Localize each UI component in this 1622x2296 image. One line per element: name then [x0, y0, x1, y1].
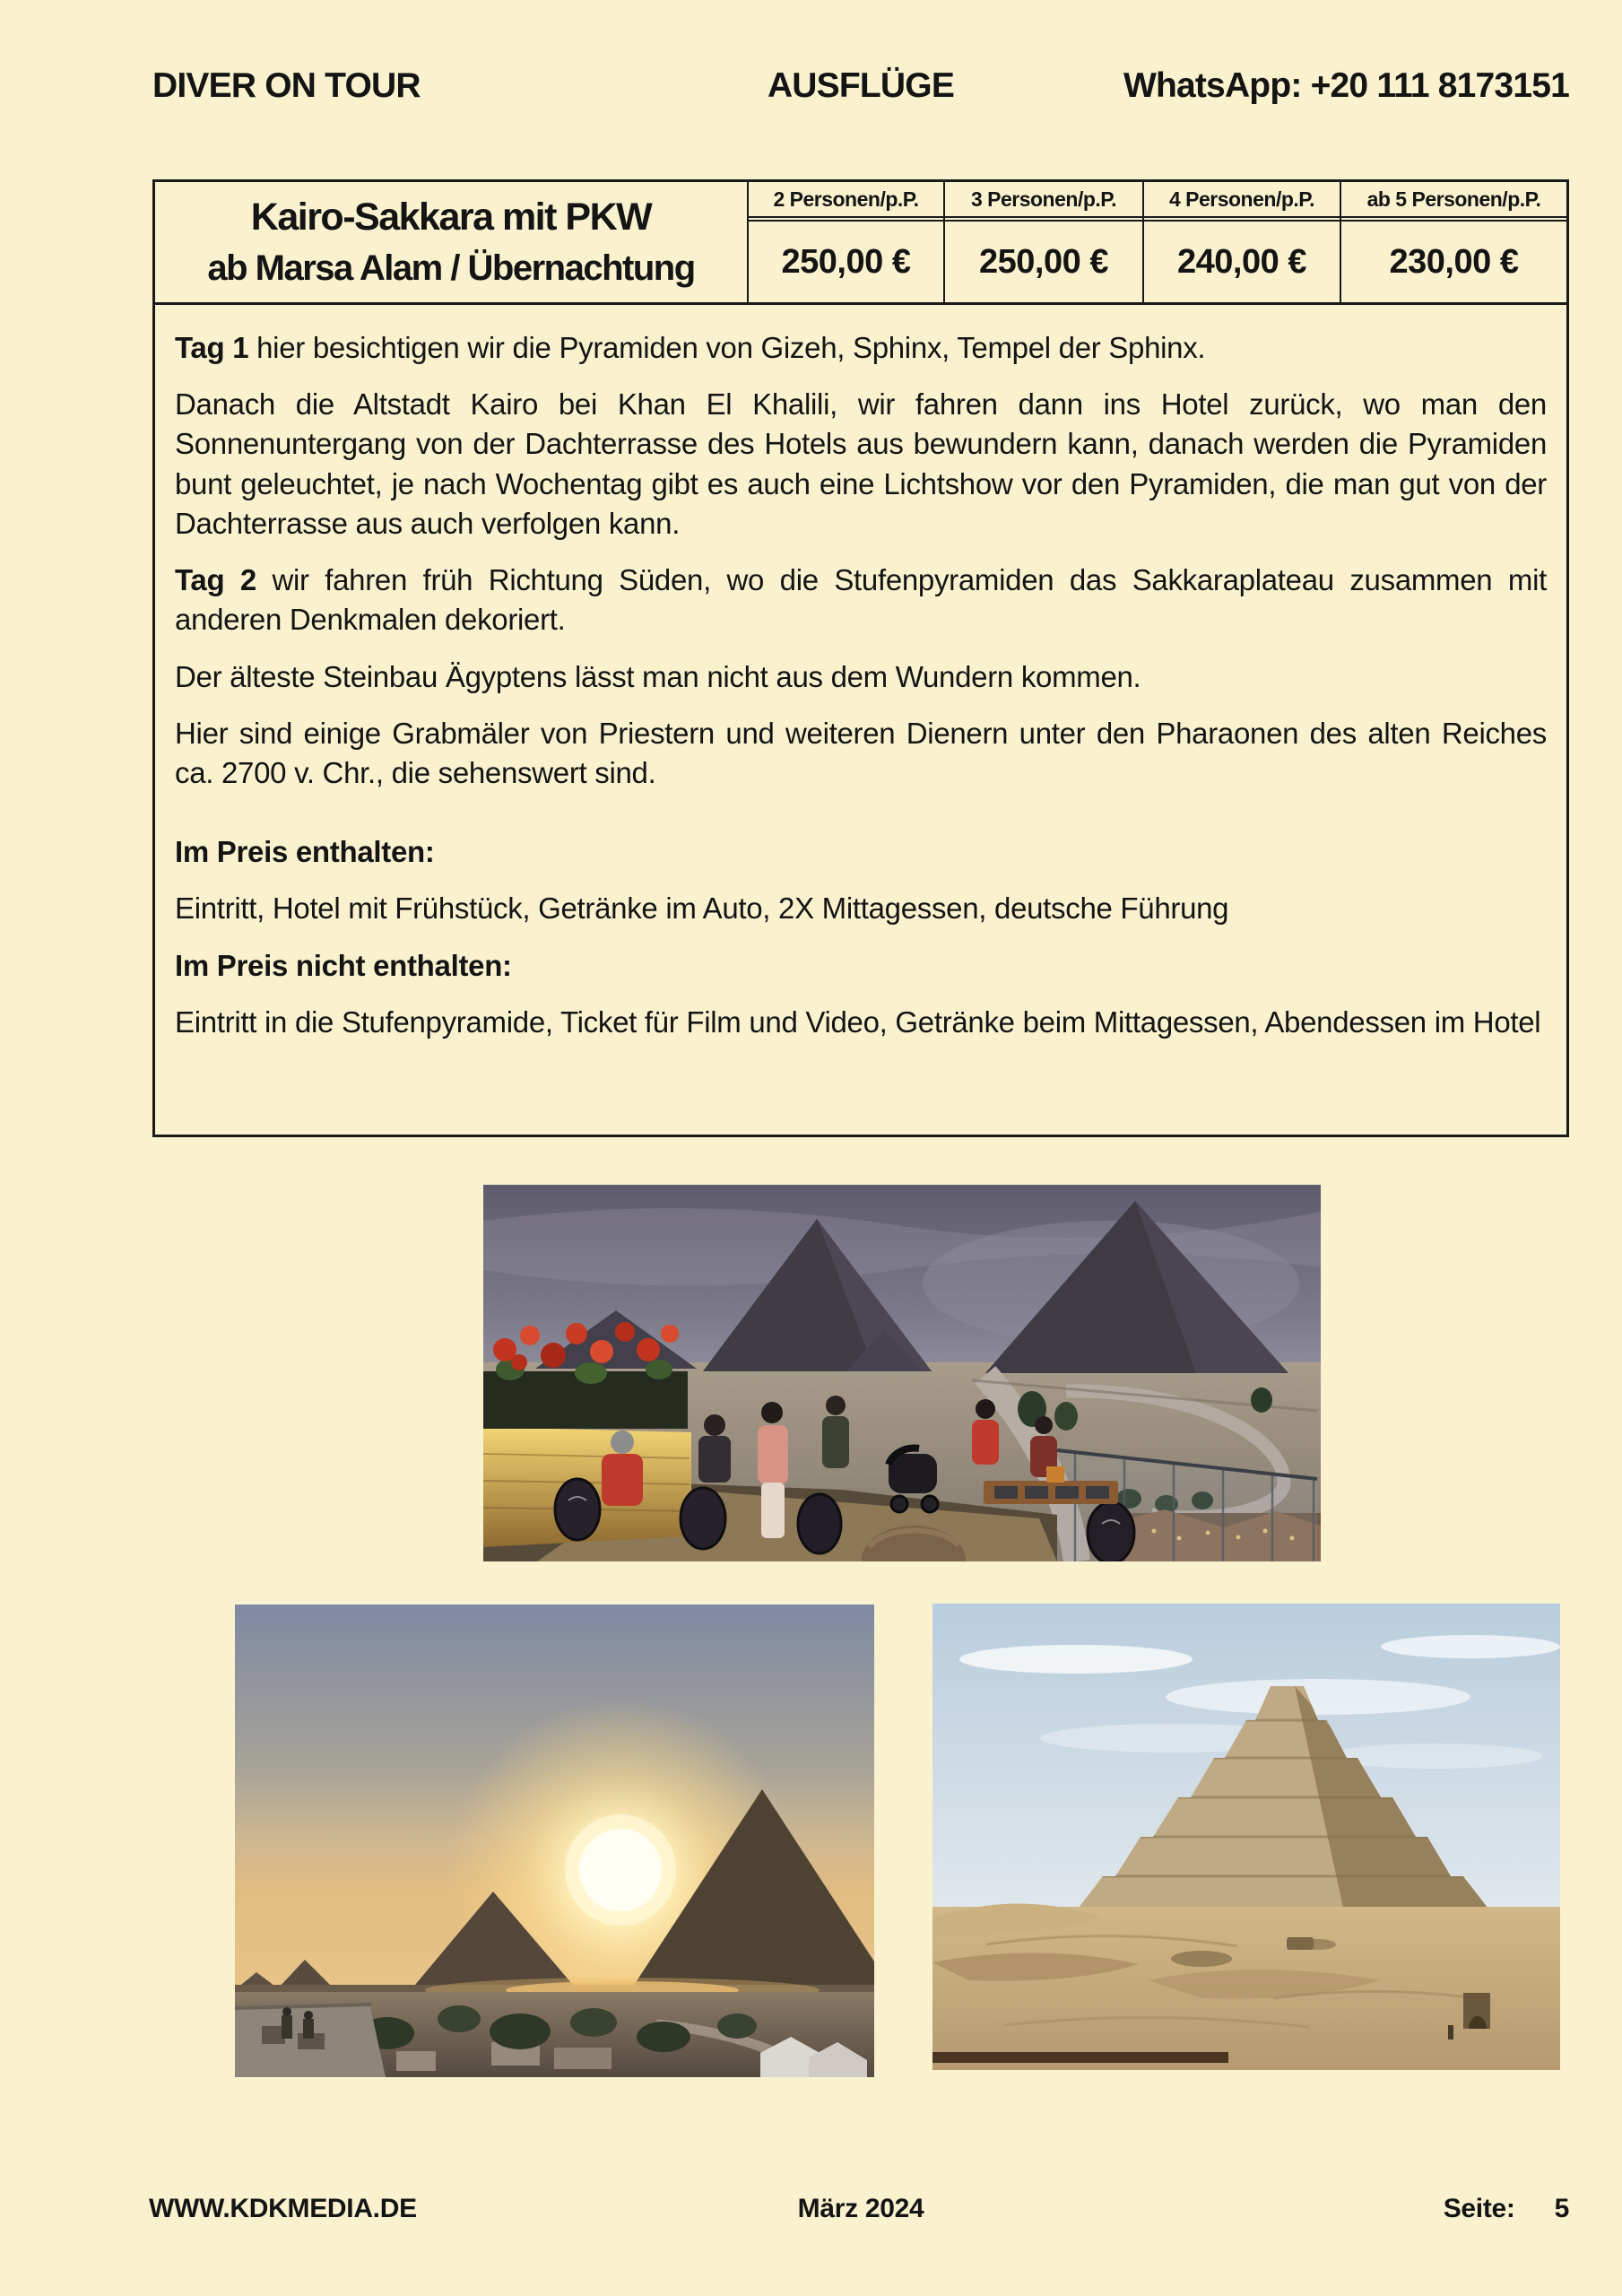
step-pyramid-illustration: [932, 1604, 1560, 2070]
price-value: 230,00 €: [1389, 242, 1519, 281]
description-paragraph: Danach die Altstadt Kairo bei Khan El Khalili, wir fahren dann ins Hotel zurück, wo man den Sonnenuntergang von der Dachterrasse des Hotels aus bewundern kann, danach werden die Pyramiden bunt geleuchtet, je nach Wochentag gibt es auch eine Lichtshow vor den Pyramiden, die man gut von der Dachterrasse aus auch verfolgen kann.: [175, 387, 1547, 540]
page-footer: [149, 2194, 1569, 2235]
giza-pyramids-rooftop-terrace-dusk-photo: [483, 1185, 1321, 1561]
day2-label: Tag 2: [175, 563, 256, 597]
section-title: AUSFLÜGE: [767, 66, 955, 105]
offer-box: [152, 179, 1569, 1137]
description-paragraph: Hier sind einige Grabmäler von Priestern und weiteren Dienern unter den Pharaonen des alten Reiches ca. 2700 v. Chr., die sehenswert sind.: [175, 716, 1547, 789]
page-header: [152, 66, 1569, 109]
price-value: 250,00 €: [781, 242, 911, 281]
page-number: 5: [1554, 2194, 1569, 2223]
price-value: 240,00 €: [1177, 242, 1306, 281]
giza-pyramids-sunset-photo: [235, 1605, 874, 2077]
day1-label: Tag 1: [175, 331, 249, 364]
sunset-illustration: [235, 1605, 874, 2077]
terrace-dusk-illustration: [483, 1185, 1321, 1561]
price-table: [155, 182, 1566, 305]
column-header: 4 Personen/p.P.: [1144, 182, 1340, 222]
page-indicator: [1444, 2194, 1569, 2224]
price-column-5plus-persons: [1341, 182, 1566, 302]
included-text: Eintritt, Hotel mit Frühstück, Getränke im Auto, 2X Mittagessen, deutsche Führung: [175, 891, 1229, 926]
included-heading: Im Preis enthalten:: [175, 835, 435, 869]
footer-date: März 2024: [797, 2194, 924, 2223]
column-header: ab 5 Personen/p.P.: [1341, 182, 1566, 222]
price-value: 250,00 €: [979, 242, 1108, 281]
website-url: WWW.KDKMEDIA.DE: [149, 2194, 417, 2223]
price-column-4-persons: [1144, 182, 1341, 302]
tour-title: Kairo-Sakkara mit PKW: [250, 195, 652, 239]
column-header: 3 Personen/p.P.: [945, 182, 1142, 222]
tour-subtitle: ab Marsa Alam / Übernachtung: [207, 248, 695, 289]
excluded-heading: Im Preis nicht enthalten:: [175, 948, 512, 982]
tour-title-cell: [155, 182, 749, 302]
price-column-3-persons: [945, 182, 1144, 302]
tour-description: [155, 305, 1566, 1042]
whatsapp-contact: WhatsApp: +20 111 8173151: [1123, 66, 1569, 105]
page-label: Seite:: [1443, 2194, 1515, 2223]
description-paragraph-day1: Tag 1 hier besichtigen wir die Pyramiden von Gizeh, Sphinx, Tempel der Sphinx.: [175, 331, 1206, 364]
description-paragraph-day2: Tag 2 wir fahren früh Richtung Süden, wo die Stufenpyramiden das Sakkaraplateau zusammen mit anderen Denkmalen dekoriert.: [175, 563, 1547, 637]
excluded-text: Eintritt in die Stufenpyramide, Ticket für Film und Video, Getränke beim Mittagessen, Abendessen im Hotel: [175, 1004, 1541, 1039]
description-paragraph: Der älteste Steinbau Ägyptens lässt man nicht aus dem Wundern kommen.: [175, 659, 1141, 693]
column-header: 2 Personen/p.P.: [749, 182, 943, 222]
brand-title: DIVER ON TOUR: [152, 66, 421, 105]
saqqara-step-pyramid-photo: [932, 1604, 1560, 2070]
price-column-2-persons: [749, 182, 945, 302]
